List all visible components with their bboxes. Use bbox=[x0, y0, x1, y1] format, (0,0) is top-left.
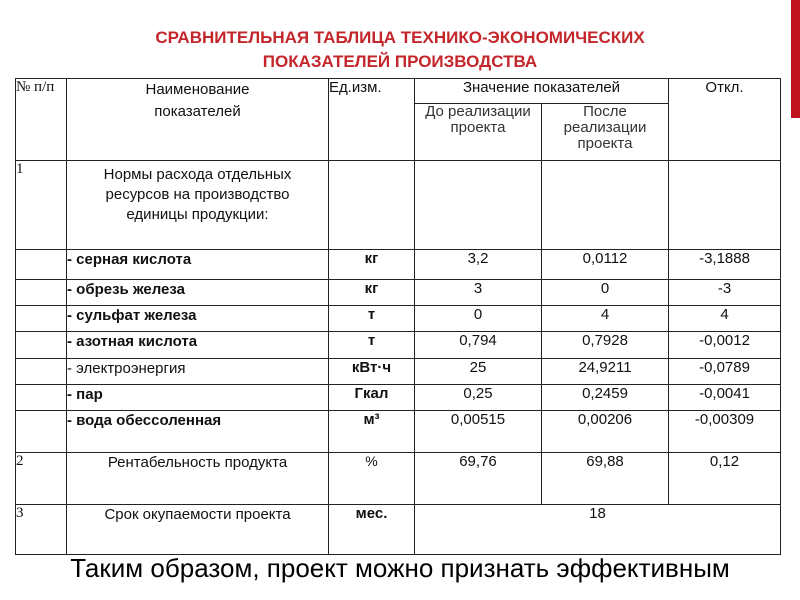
row-unit: кг bbox=[329, 280, 415, 306]
section-1-name-line-3: единицы продукции: bbox=[126, 206, 269, 223]
section-1-name-line-1: Нормы расхода отдельных bbox=[103, 166, 292, 183]
row-before: 0,25 bbox=[415, 385, 542, 411]
header-before bbox=[415, 104, 542, 161]
row-name: - электроэнергия bbox=[67, 359, 329, 385]
header-name-line-1: Наименование bbox=[145, 81, 250, 98]
row-deviation: -0,0012 bbox=[669, 332, 781, 359]
table-row-section-2 bbox=[16, 453, 781, 505]
row-unit: кВт·ч bbox=[329, 359, 415, 385]
table-row bbox=[16, 385, 781, 411]
table-header-row bbox=[16, 79, 781, 104]
header-num: № п/п bbox=[16, 79, 67, 161]
header-name bbox=[67, 79, 329, 161]
section-1-num: 1 bbox=[16, 161, 67, 250]
header-before-line-1: До реализации bbox=[425, 103, 531, 120]
row-name: - серная кислота bbox=[67, 250, 329, 280]
table-row bbox=[16, 411, 781, 453]
header-values: Значение показателей bbox=[415, 79, 669, 104]
section-2-num: 2 bbox=[16, 453, 67, 505]
row-name: - азотная кислота bbox=[67, 332, 329, 359]
section-2-name: Рентабельность продукта bbox=[67, 453, 329, 505]
row-after: 24,9211 bbox=[542, 359, 669, 385]
section-2-before: 69,76 bbox=[415, 453, 542, 505]
row-before: 0 bbox=[415, 306, 542, 332]
row-before: 25 bbox=[415, 359, 542, 385]
table-row bbox=[16, 332, 781, 359]
row-deviation: 4 bbox=[669, 306, 781, 332]
header-after bbox=[542, 104, 669, 161]
table-row bbox=[16, 359, 781, 385]
row-after: 4 bbox=[542, 306, 669, 332]
row-unit: т bbox=[329, 332, 415, 359]
row-unit: м³ bbox=[329, 411, 415, 453]
row-after: 0 bbox=[542, 280, 669, 306]
table-row bbox=[16, 280, 781, 306]
header-unit: Ед.изм. bbox=[329, 79, 415, 161]
row-deviation: -3,1888 bbox=[669, 250, 781, 280]
row-unit: кг bbox=[329, 250, 415, 280]
row-after: 0,00206 bbox=[542, 411, 669, 453]
section-1-name-line-2: ресурсов на производство bbox=[105, 186, 290, 203]
table-row bbox=[16, 250, 781, 280]
header-after-line-3: проекта bbox=[577, 135, 633, 152]
header-deviation: Откл. bbox=[669, 79, 781, 161]
section-3-unit: мес. bbox=[329, 505, 415, 555]
section-3-name: Срок окупаемости проекта bbox=[67, 505, 329, 555]
row-before: 3,2 bbox=[415, 250, 542, 280]
section-2-deviation: 0,12 bbox=[669, 453, 781, 505]
table-row-section-1 bbox=[16, 161, 781, 250]
row-unit: Гкал bbox=[329, 385, 415, 411]
table-row bbox=[16, 306, 781, 332]
row-name: - пар bbox=[67, 385, 329, 411]
comparison-table bbox=[15, 78, 781, 555]
row-name: - вода обессоленная bbox=[67, 411, 329, 453]
row-after: 0,7928 bbox=[542, 332, 669, 359]
section-3-num: 3 bbox=[16, 505, 67, 555]
row-deviation: -0,0041 bbox=[669, 385, 781, 411]
header-after-line-2: реализации bbox=[563, 119, 647, 136]
header-before-line-2: проекта bbox=[450, 119, 506, 136]
row-name: - сульфат железа bbox=[67, 306, 329, 332]
title-line-2: ПОКАЗАТЕЛЕЙ ПРОИЗВОДСТВА bbox=[262, 52, 538, 71]
row-after: 0,2459 bbox=[542, 385, 669, 411]
header-name-line-2: показателей bbox=[154, 103, 241, 120]
section-2-unit: % bbox=[329, 453, 415, 505]
row-unit: т bbox=[329, 306, 415, 332]
page-title bbox=[0, 26, 800, 74]
title-line-1: СРАВНИТЕЛЬНАЯ ТАБЛИЦА ТЕХНИКО-ЭКОНОМИЧЕСКИХ bbox=[155, 28, 645, 47]
section-2-after: 69,88 bbox=[542, 453, 669, 505]
row-deviation: -3 bbox=[669, 280, 781, 306]
conclusion-text: Таким образом, проект можно признать эффективным bbox=[70, 553, 730, 583]
header-after-line-1: После bbox=[583, 103, 627, 120]
row-deviation: -0,00309 bbox=[669, 411, 781, 453]
section-1-name bbox=[67, 161, 329, 250]
row-before: 0,794 bbox=[415, 332, 542, 359]
row-before: 3 bbox=[415, 280, 542, 306]
row-after: 0,0112 bbox=[542, 250, 669, 280]
row-name: - обрезь железа bbox=[67, 280, 329, 306]
row-deviation: -0,0789 bbox=[669, 359, 781, 385]
section-3-value: 18 bbox=[415, 505, 781, 555]
table-row-section-3 bbox=[16, 505, 781, 555]
row-before: 0,00515 bbox=[415, 411, 542, 453]
